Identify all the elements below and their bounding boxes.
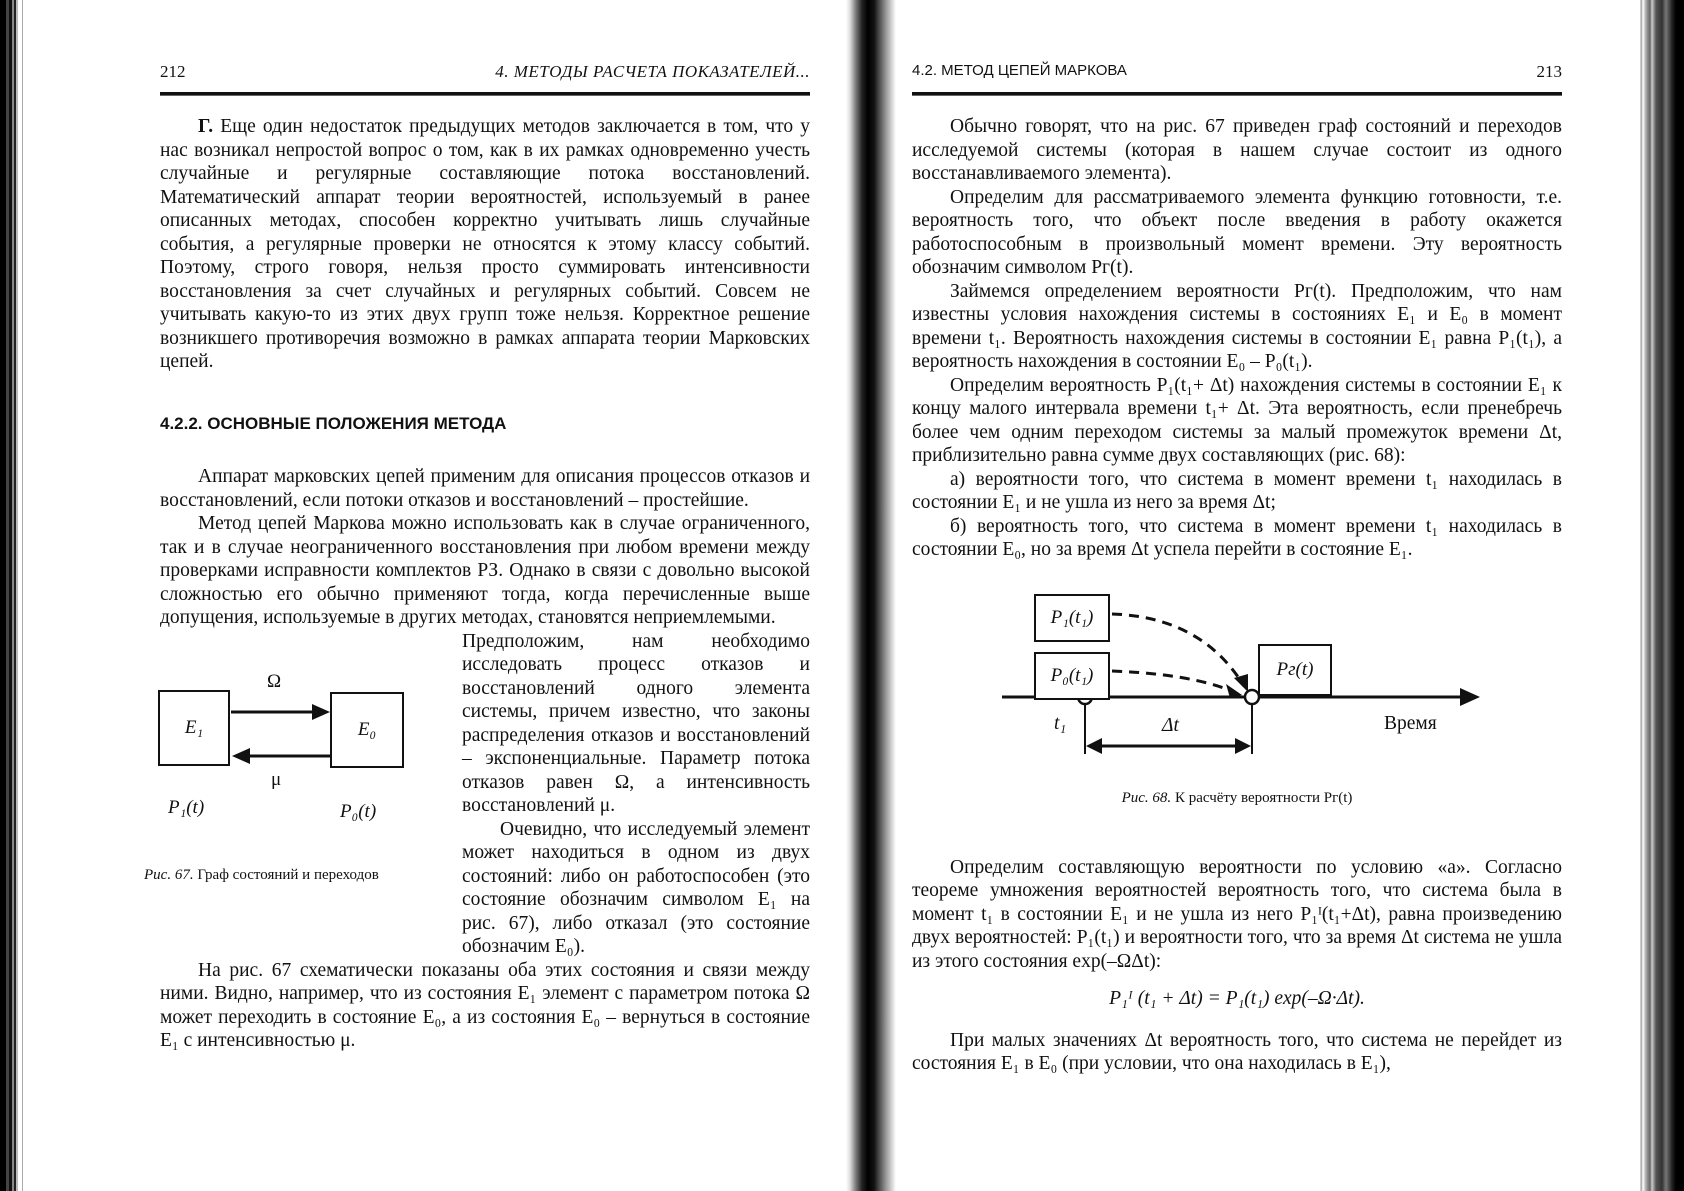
book-gutter — [846, 0, 896, 1191]
box-pr — [1258, 644, 1332, 696]
paragraph: Определим вероятность P₁(t₁+ Δt) нахождения системы в состоянии E₁ к концу малого интервала времени t₁+ Δt. Эта вероятность, если пренебречь более чем одним переходом системы за малый промежуток времени Δt, приблизительно равна сумме двух составляющих (рис. 68): — [912, 374, 1562, 466]
paragraph: Аппарат марковских цепей применим для описания процессов отказов и восстановлений, если потоки отказов и восстановлений – простейшие. — [160, 466, 810, 511]
axis-label: Время — [1384, 712, 1437, 734]
paragraph: При малых значениях Δt вероятность того, что система не перейдет из состояния E₁ в E₀ (при условии, что она находилась в E₁), — [912, 1029, 1562, 1074]
paragraph: Метод цепей Маркова можно использовать как в случае ограниченного, так и в случае неограниченного восстановления при любом времени между проверками исправности комплектов РЗ. Однако в связи с довольно высокой сложностью его обычно применяют тогда, когда перечисленные выше допущения, используемые в других методах, становятся неприемлемыми. — [160, 513, 810, 628]
header-rule — [160, 92, 810, 96]
paragraph: Определим для рассматриваемого элемента функцию готовности, т.е. вероятность того, что объект после введения в работу окажется работоспособным в произвольный момент времени. Эту вероятность обозначим символом Pг(t). — [912, 186, 1562, 278]
figure-67 — [144, 650, 454, 950]
running-header — [160, 62, 810, 86]
paragraph-text: Еще один недостаток предыдущих методов заключается в том, что у нас возникал непростой вопрос о том, как в их рамках одновременно учесть случайные и регулярные составляющие потока восстановлений. Математический аппарат теории вероятностей, используемый в ранее описанных методах, способен корректно учитывать лишь случайные события, а регулярные проверки не относятся к этому классу событий. Поэтому, строго говоря, нельзя просто суммировать интенсивности восстановления за счет случайных и регулярных событий. Совсем не учитывать какую-то из этих двух групп тоже нельзя. Корректное решение возникшего противоречия возможно в рамках аппарата теории Марковских цепей. — [160, 116, 810, 372]
figure-caption — [912, 787, 1562, 811]
page-body — [144, 115, 810, 1053]
list-item-b: б) вероятность того, что система в момент времени t₁ находилась в состоянии E₀, но за время Δt успела перейти в состояние E₁. — [912, 515, 1562, 560]
timeline-diagram — [912, 582, 1562, 792]
dt-label: Δt — [1162, 714, 1179, 736]
prob1-label: P₁(t) — [168, 796, 205, 818]
arrowhead-icon — [312, 704, 330, 720]
section-heading: 4.2.2. ОСНОВНЫЕ ПОЛОЖЕНИЯ МЕТОДА — [160, 413, 507, 433]
arrowhead-icon — [232, 748, 250, 764]
page-number: 213 — [1536, 62, 1562, 81]
axis-arrowhead-icon — [1460, 688, 1480, 706]
omega-label: Ω — [267, 670, 282, 692]
page-number: 212 — [160, 62, 186, 81]
state-label: E₀ — [357, 718, 377, 740]
paragraph: Предположим, нам необходимо исследовать процесс отказов и восстановлений одного элемента системы, причем известно, что законы распределения отказов и восстановлений – экспоненциальные. Параметр потока отказов равен Ω, а интенсивность восстановлений μ. — [462, 630, 810, 816]
running-title: 4.2. МЕТОД ЦЕПЕЙ МАРКОВА — [912, 62, 1127, 79]
box-label: Pг(t) — [1276, 658, 1314, 680]
figure-caption — [144, 864, 444, 888]
paragraph-lead: Г. — [198, 116, 214, 137]
dashed-transition — [1112, 671, 1234, 692]
caption-text: Граф состояний и переходов — [193, 866, 379, 883]
box-p0 — [1034, 652, 1110, 700]
page-213 — [912, 0, 1562, 1191]
paragraph: Очевидно, что исследуемый элемент может находиться в одном из двух состояний: либо он работоспособен (это состояние обозначим символом E₁ на рис. 67), либо отказал (это состояние обозначим E₀). — [462, 818, 810, 957]
header-rule — [912, 92, 1562, 96]
paragraph: На рис. 67 схематически показаны оба этих состояния и связи между ними. Видно, например, что из состояния E₁ элемент с параметром потока Ω может переходить в состояние E₀, а из состояния E₀ – вернуться в состояние E₁ с интенсивностью μ. — [160, 959, 810, 1051]
para4-wrap — [144, 630, 810, 1053]
arrowhead-icon — [1086, 738, 1102, 754]
paragraph: Определим составляющую вероятности по условию «а». Согласно теореме умножения вероятностей вероятность того, что система была в момент t₁ в состоянии E₁ и не ушла из него P₁ᴵ(t₁+Δt), равна произведению двух вероятностей: P₁(t₁) и вероятности того, что за время Δt система не ушла из этого состояния exp(–ΩΔt): — [912, 856, 1562, 972]
caption-prefix: Рис. 67. — [144, 866, 194, 883]
paragraph — [160, 115, 810, 374]
figure-68 — [912, 582, 1562, 832]
box-label: P₀(t₁) — [1050, 664, 1094, 686]
t1-label: t₁ — [1054, 712, 1067, 734]
caption-prefix: Рис. 68. — [1121, 789, 1172, 806]
state-label: E₁ — [184, 716, 204, 738]
box-p1 — [1034, 594, 1110, 642]
mu-label: μ — [271, 768, 282, 790]
page-212 — [144, 0, 810, 1191]
formula: P₁ᴵ (t₁ + Δt) = P₁(t₁) exp(–Ω·Δt). — [1109, 988, 1365, 1009]
dashed-transition — [1112, 614, 1244, 686]
page-body — [912, 115, 1562, 1076]
running-header — [912, 62, 1562, 86]
running-title: 4. МЕТОДЫ РАСЧЕТА ПОКАЗАТЕЛЕЙ... — [495, 62, 810, 81]
list-item-a: а) вероятности того, что система в момент времени t₁ находилась в состоянии E₁ и не ушла из него за время Δt; — [912, 468, 1562, 513]
prob0-label: P₀(t) — [340, 800, 377, 822]
book-edge-right — [1636, 0, 1684, 1191]
caption-text: К расчёту вероятности Pг(t) — [1171, 789, 1353, 806]
paragraph: Обычно говорят, что на рис. 67 приведен граф состояний и переходов исследуемой системы (которая в нашем случае состоит из одного восстанавливаемого элемента). — [912, 116, 1562, 184]
arrowhead-icon — [1235, 738, 1251, 754]
box-label: P₁(t₁) — [1050, 606, 1094, 628]
t-marker — [1245, 690, 1259, 704]
paragraph: Займемся определением вероятности Pг(t). Предположим, что нам известны условия нахождения системы в состояниях E₁ и E₀ в момент времени t₁. Вероятность нахождения системы в состоянии E₁ равна P₁(t₁), а вероятность нахождения в состоянии E₀ – P₀(t₁). — [912, 280, 1562, 372]
book-edge-left — [0, 0, 30, 1191]
